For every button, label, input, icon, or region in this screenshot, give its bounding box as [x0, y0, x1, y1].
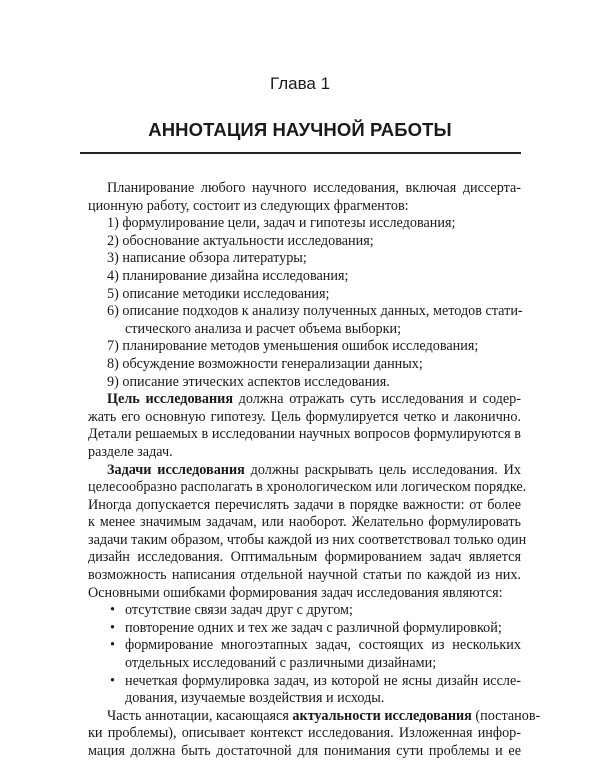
intro-line: ционную работу, состоит из следующих фрагментов: [88, 197, 409, 214]
intro-line: Планирование любого научного исследования, включая диссерта- [107, 180, 521, 196]
bullet-icon: • [110, 619, 115, 636]
tasks-line [88, 462, 521, 480]
goal-line1-rest: должна отражать суть исследования и содер- [233, 391, 521, 408]
error-bullet-item: • нечеткая формулировка задач, из которой не ясны дизайн иссле- [110, 672, 521, 689]
tasks-term: Задачи исследования [107, 461, 245, 478]
tasks-line: Основными ошибками формирования задач исследования являются: [88, 584, 503, 601]
bullet-icon: • [110, 602, 115, 619]
body-text [88, 180, 541, 761]
tasks-line: задачи таким образом, чтобы каждой из них соответствовал только один [88, 531, 527, 548]
list-item: 1) формулирование цели, задач и гипотезы исследования; [107, 215, 456, 232]
relevance-term: актуальности исследования [292, 707, 472, 724]
error-bullet-item: • формирование многоэтапных задач, состоящих из нескольких [110, 637, 521, 654]
tasks-line: целесообразно располагать в хронологическом или логическом порядке. [88, 479, 527, 496]
list-item: 2) обоснование актуальности исследования; [107, 232, 374, 249]
chapter-title: АННОТАЦИЯ НАУЧНОЙ РАБОТЫ [148, 119, 452, 140]
list-item: 4) планирование дизайна исследования; [107, 267, 349, 284]
list-item: 6) описание подходов к анализу полученных данных, методов стати- [107, 303, 523, 320]
tasks-line: Иногда допускается перечислять задачи в порядке важности: от более [88, 496, 521, 513]
relevance-line: мация должна быть достаточной для понимания сути проблемы и ее [88, 743, 521, 759]
list-item: 3) написание обзора литературы; [107, 250, 307, 267]
bullet-icon: • [110, 637, 115, 654]
list-item-continuation: стического анализа и расчет объема выборки; [125, 320, 402, 337]
goal-line: разделе задач. [88, 443, 173, 460]
list-item: 5) описание методики исследования; [107, 285, 330, 302]
tasks-line: дизайн исследования. Оптимальным формированием задач является [88, 549, 521, 566]
goal-term: Цель исследования [107, 391, 233, 408]
error-bullet-item: • повторение одних и тех же задач с различной формулировкой; [110, 619, 502, 636]
goal-line: Детали решаемых в исследовании научных вопросов формулируются в [88, 426, 521, 443]
title-underline [80, 152, 521, 154]
error-bullet-continuation: отдельных исследований с различными дизайнами; [125, 655, 437, 672]
tasks-line1-rest: должны раскрывать цель исследования. Их [244, 461, 521, 478]
relevance-line: Часть аннотации, касающаяся актуальности исследования (постанов- [107, 707, 541, 724]
tasks-line: возможность написания отдельной научной статьи по каждой из них. [88, 567, 521, 584]
goal-line [88, 391, 521, 409]
list-item: 9) описание этических аспектов исследования. [107, 373, 390, 390]
bullet-icon: • [110, 672, 115, 689]
tasks-line: к менее значимым задачам, или наоборот. Желательно формулировать [88, 514, 521, 531]
relevance-line: ки проблемы), описывает контекст исследования. Изложенная инфор- [88, 725, 521, 742]
list-item: 8) обсуждение возможности генерализации данных; [107, 355, 423, 372]
list-item: 7) планирование методов уменьшения ошибок исследования; [107, 338, 479, 355]
goal-line: жать его основную гипотезу. Цель формулируется четко и лаконично. [88, 408, 521, 425]
error-bullet-item: • отсутствие связи задач друг с другом; [110, 602, 353, 619]
chapter-label: Глава 1 [269, 74, 331, 93]
error-bullet-continuation: дования, изучаемые воздействия и исходы. [125, 690, 385, 707]
